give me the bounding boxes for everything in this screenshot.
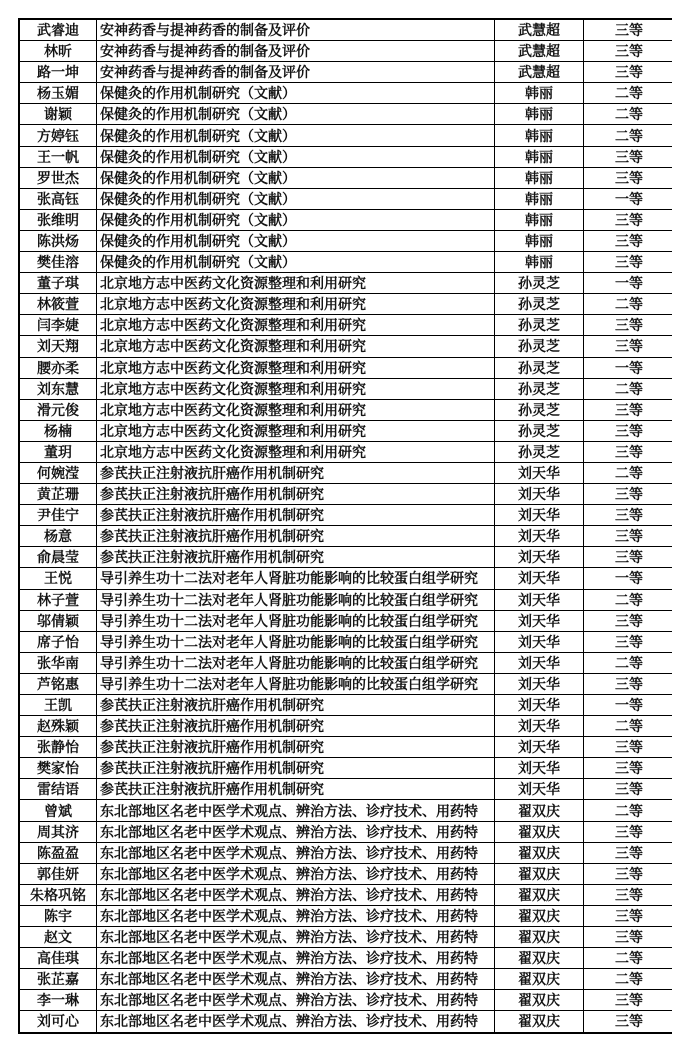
advisor-cell: 刘天华 (495, 505, 583, 525)
advisor-cell: 韩丽 (495, 125, 583, 145)
project-title-cell: 东北部地区名老中医学术观点、辨治方法、诊疗技术、用药特 (97, 948, 494, 968)
advisor-cell: 韩丽 (495, 168, 583, 188)
grade-cell: 二等 (584, 716, 674, 736)
advisor-cell: 翟双庆 (495, 990, 583, 1010)
student-name-cell: 樊佳溶 (20, 252, 96, 272)
advisor-cell: 武慧超 (495, 41, 583, 61)
advisor-cell: 孙灵芝 (495, 442, 583, 462)
project-title-cell: 北京地方志中医药文化资源整理和利用研究 (97, 358, 494, 378)
grade-cell: 三等 (584, 20, 674, 40)
grade-cell: 一等 (584, 273, 674, 293)
advisor-cell: 韩丽 (495, 83, 583, 103)
advisor-cell: 孙灵芝 (495, 273, 583, 293)
grade-cell: 一等 (584, 189, 674, 209)
project-title-cell: 保健灸的作用机制研究（文献） (97, 168, 494, 188)
project-title-cell: 安神药香与提神药香的制备及评价 (97, 62, 494, 82)
grade-cell: 一等 (584, 358, 674, 378)
student-name-cell: 俞晨莹 (20, 547, 96, 567)
project-title-cell: 东北部地区名老中医学术观点、辨治方法、诊疗技术、用药特 (97, 822, 494, 842)
advisor-cell: 刘天华 (495, 590, 583, 610)
project-title-cell: 东北部地区名老中医学术观点、辨治方法、诊疗技术、用药特 (97, 800, 494, 820)
project-title-cell: 东北部地区名老中医学术观点、辨治方法、诊疗技术、用药特 (97, 990, 494, 1010)
advisor-cell: 韩丽 (495, 147, 583, 167)
grade-cell: 三等 (584, 231, 674, 251)
grade-cell: 三等 (584, 62, 674, 82)
grade-cell: 二等 (584, 463, 674, 483)
grade-cell: 二等 (584, 83, 674, 103)
grade-cell: 三等 (584, 168, 674, 188)
student-name-cell: 高佳琪 (20, 948, 96, 968)
advisor-cell: 翟双庆 (495, 822, 583, 842)
grade-cell: 三等 (584, 822, 674, 842)
student-name-cell: 董玥 (20, 442, 96, 462)
grade-cell: 二等 (584, 800, 674, 820)
project-title-cell: 北京地方志中医药文化资源整理和利用研究 (97, 379, 494, 399)
project-title-cell: 东北部地区名老中医学术观点、辨治方法、诊疗技术、用药特 (97, 843, 494, 863)
advisor-cell: 孙灵芝 (495, 379, 583, 399)
project-title-cell: 保健灸的作用机制研究（文献） (97, 125, 494, 145)
project-title-cell: 北京地方志中医药文化资源整理和利用研究 (97, 315, 494, 335)
project-title-cell: 导引养生功十二法对老年人肾脏功能影响的比较蛋白组学研究 (97, 632, 494, 652)
advisor-cell: 韩丽 (495, 104, 583, 124)
advisor-cell: 刘天华 (495, 547, 583, 567)
student-name-cell: 张静怡 (20, 737, 96, 757)
student-name-cell: 林筱萱 (20, 294, 96, 314)
advisor-cell: 韩丽 (495, 252, 583, 272)
advisor-cell: 刘天华 (495, 484, 583, 504)
project-title-cell: 保健灸的作用机制研究（文献） (97, 210, 494, 230)
project-title-cell: 北京地方志中医药文化资源整理和利用研究 (97, 273, 494, 293)
grade-cell: 三等 (584, 547, 674, 567)
grade-cell: 三等 (584, 505, 674, 525)
advisor-cell: 刘天华 (495, 463, 583, 483)
grade-cell: 三等 (584, 315, 674, 335)
student-name-cell: 李一琳 (20, 990, 96, 1010)
awards-table (18, 18, 672, 1034)
project-title-cell: 保健灸的作用机制研究（文献） (97, 104, 494, 124)
project-title-cell: 东北部地区名老中医学术观点、辨治方法、诊疗技术、用药特 (97, 906, 494, 926)
student-name-cell: 林子萱 (20, 590, 96, 610)
advisor-cell: 翟双庆 (495, 906, 583, 926)
student-name-cell: 周其济 (20, 822, 96, 842)
student-name-cell: 刘可心 (20, 1011, 96, 1031)
project-title-cell: 导引养生功十二法对老年人肾脏功能影响的比较蛋白组学研究 (97, 653, 494, 673)
grade-cell: 一等 (584, 695, 674, 715)
student-name-cell: 何婉滢 (20, 463, 96, 483)
project-title-cell: 北京地方志中医药文化资源整理和利用研究 (97, 336, 494, 356)
grade-cell: 三等 (584, 843, 674, 863)
advisor-cell: 刘天华 (495, 568, 583, 588)
grade-cell: 三等 (584, 421, 674, 441)
project-title-cell: 安神药香与提神药香的制备及评价 (97, 20, 494, 40)
grade-cell: 三等 (584, 484, 674, 504)
advisor-cell: 孙灵芝 (495, 400, 583, 420)
grade-cell: 二等 (584, 969, 674, 989)
advisor-cell: 刘天华 (495, 716, 583, 736)
student-name-cell: 杨玉媚 (20, 83, 96, 103)
student-name-cell: 谢颖 (20, 104, 96, 124)
student-name-cell: 尹佳宁 (20, 505, 96, 525)
student-name-cell: 赵殊颖 (20, 716, 96, 736)
student-name-cell: 路一坤 (20, 62, 96, 82)
student-name-cell: 刘天翔 (20, 336, 96, 356)
advisor-cell: 孙灵芝 (495, 336, 583, 356)
grade-cell: 三等 (584, 400, 674, 420)
advisor-cell: 韩丽 (495, 210, 583, 230)
advisor-cell: 翟双庆 (495, 948, 583, 968)
student-name-cell: 王悦 (20, 568, 96, 588)
advisor-cell: 翟双庆 (495, 843, 583, 863)
project-title-cell: 北京地方志中医药文化资源整理和利用研究 (97, 294, 494, 314)
advisor-cell: 韩丽 (495, 231, 583, 251)
student-name-cell: 陈宇 (20, 906, 96, 926)
project-title-cell: 安神药香与提神药香的制备及评价 (97, 41, 494, 61)
grade-cell: 三等 (584, 252, 674, 272)
project-title-cell: 参芪扶正注射液抗肝癌作用机制研究 (97, 484, 494, 504)
project-title-cell: 东北部地区名老中医学术观点、辨治方法、诊疗技术、用药特 (97, 885, 494, 905)
advisor-cell: 翟双庆 (495, 864, 583, 884)
grade-cell: 二等 (584, 653, 674, 673)
advisor-cell: 刘天华 (495, 758, 583, 778)
advisor-cell: 孙灵芝 (495, 294, 583, 314)
grade-cell: 二等 (584, 590, 674, 610)
student-name-cell: 刘东慧 (20, 379, 96, 399)
grade-cell: 三等 (584, 927, 674, 947)
project-title-cell: 参芪扶正注射液抗肝癌作用机制研究 (97, 547, 494, 567)
grade-cell: 三等 (584, 210, 674, 230)
project-title-cell: 参芪扶正注射液抗肝癌作用机制研究 (97, 505, 494, 525)
student-name-cell: 张芷嘉 (20, 969, 96, 989)
project-title-cell: 参芪扶正注射液抗肝癌作用机制研究 (97, 716, 494, 736)
project-title-cell: 北京地方志中医药文化资源整理和利用研究 (97, 442, 494, 462)
student-name-cell: 滑元俊 (20, 400, 96, 420)
advisor-cell: 翟双庆 (495, 885, 583, 905)
student-name-cell: 董子琪 (20, 273, 96, 293)
grade-cell: 一等 (584, 568, 674, 588)
advisor-cell: 翟双庆 (495, 969, 583, 989)
project-title-cell: 保健灸的作用机制研究（文献） (97, 189, 494, 209)
advisor-cell: 刘天华 (495, 632, 583, 652)
student-name-cell: 黄芷珊 (20, 484, 96, 504)
grade-cell: 三等 (584, 147, 674, 167)
project-title-cell: 东北部地区名老中医学术观点、辨治方法、诊疗技术、用药特 (97, 864, 494, 884)
project-title-cell: 参芪扶正注射液抗肝癌作用机制研究 (97, 737, 494, 757)
project-title-cell: 导引养生功十二法对老年人肾脏功能影响的比较蛋白组学研究 (97, 568, 494, 588)
student-name-cell: 王一帆 (20, 147, 96, 167)
student-name-cell: 郭佳妍 (20, 864, 96, 884)
advisor-cell: 刘天华 (495, 526, 583, 546)
student-name-cell: 陈盈盈 (20, 843, 96, 863)
grade-cell: 三等 (584, 758, 674, 778)
advisor-cell: 刘天华 (495, 674, 583, 694)
student-name-cell: 席子怡 (20, 632, 96, 652)
student-name-cell: 曾斌 (20, 800, 96, 820)
advisor-cell: 韩丽 (495, 189, 583, 209)
project-title-cell: 导引养生功十二法对老年人肾脏功能影响的比较蛋白组学研究 (97, 611, 494, 631)
grade-cell: 三等 (584, 336, 674, 356)
grade-cell: 三等 (584, 885, 674, 905)
grade-cell: 二等 (584, 104, 674, 124)
student-name-cell: 樊家怡 (20, 758, 96, 778)
advisor-cell: 刘天华 (495, 779, 583, 799)
project-title-cell: 导引养生功十二法对老年人肾脏功能影响的比较蛋白组学研究 (97, 674, 494, 694)
grade-cell: 三等 (584, 779, 674, 799)
grade-cell: 三等 (584, 442, 674, 462)
project-title-cell: 参芪扶正注射液抗肝癌作用机制研究 (97, 463, 494, 483)
grade-cell: 三等 (584, 526, 674, 546)
grade-cell: 二等 (584, 125, 674, 145)
student-name-cell: 陈洪炀 (20, 231, 96, 251)
project-title-cell: 东北部地区名老中医学术观点、辨治方法、诊疗技术、用药特 (97, 969, 494, 989)
project-title-cell: 北京地方志中医药文化资源整理和利用研究 (97, 421, 494, 441)
student-name-cell: 腰亦柔 (20, 358, 96, 378)
advisor-cell: 刘天华 (495, 653, 583, 673)
student-name-cell: 张维明 (20, 210, 96, 230)
project-title-cell: 北京地方志中医药文化资源整理和利用研究 (97, 400, 494, 420)
project-title-cell: 东北部地区名老中医学术观点、辨治方法、诊疗技术、用药特 (97, 927, 494, 947)
project-title-cell: 参芪扶正注射液抗肝癌作用机制研究 (97, 695, 494, 715)
student-name-cell: 张华南 (20, 653, 96, 673)
advisor-cell: 孙灵芝 (495, 421, 583, 441)
student-name-cell: 赵文 (20, 927, 96, 947)
student-name-cell: 闫李婕 (20, 315, 96, 335)
student-name-cell: 杨意 (20, 526, 96, 546)
grade-cell: 三等 (584, 906, 674, 926)
advisor-cell: 刘天华 (495, 695, 583, 715)
grade-cell: 二等 (584, 379, 674, 399)
advisor-cell: 翟双庆 (495, 1011, 583, 1031)
project-title-cell: 保健灸的作用机制研究（文献） (97, 252, 494, 272)
student-name-cell: 张高钰 (20, 189, 96, 209)
project-title-cell: 导引养生功十二法对老年人肾脏功能影响的比较蛋白组学研究 (97, 590, 494, 610)
advisor-cell: 翟双庆 (495, 800, 583, 820)
project-title-cell: 保健灸的作用机制研究（文献） (97, 147, 494, 167)
student-name-cell: 方婷钰 (20, 125, 96, 145)
grade-cell: 三等 (584, 864, 674, 884)
student-name-cell: 邬倩颖 (20, 611, 96, 631)
student-name-cell: 武睿迪 (20, 20, 96, 40)
project-title-cell: 参芪扶正注射液抗肝癌作用机制研究 (97, 526, 494, 546)
grade-cell: 三等 (584, 737, 674, 757)
advisor-cell: 武慧超 (495, 62, 583, 82)
project-title-cell: 参芪扶正注射液抗肝癌作用机制研究 (97, 779, 494, 799)
student-name-cell: 林昕 (20, 41, 96, 61)
project-title-cell: 参芪扶正注射液抗肝癌作用机制研究 (97, 758, 494, 778)
grade-cell: 三等 (584, 990, 674, 1010)
grade-cell: 三等 (584, 674, 674, 694)
student-name-cell: 雷结语 (20, 779, 96, 799)
advisor-cell: 武慧超 (495, 20, 583, 40)
grade-cell: 三等 (584, 632, 674, 652)
project-title-cell: 东北部地区名老中医学术观点、辨治方法、诊疗技术、用药特 (97, 1011, 494, 1031)
grade-cell: 三等 (584, 611, 674, 631)
advisor-cell: 刘天华 (495, 737, 583, 757)
grade-cell: 三等 (584, 1011, 674, 1031)
advisor-cell: 孙灵芝 (495, 315, 583, 335)
advisor-cell: 孙灵芝 (495, 358, 583, 378)
student-name-cell: 杨楠 (20, 421, 96, 441)
grade-cell: 二等 (584, 948, 674, 968)
grade-cell: 二等 (584, 294, 674, 314)
advisor-cell: 翟双庆 (495, 927, 583, 947)
student-name-cell: 朱格巩铭 (20, 885, 96, 905)
advisor-cell: 刘天华 (495, 611, 583, 631)
student-name-cell: 王凯 (20, 695, 96, 715)
student-name-cell: 罗世杰 (20, 168, 96, 188)
project-title-cell: 保健灸的作用机制研究（文献） (97, 231, 494, 251)
grade-cell: 三等 (584, 41, 674, 61)
student-name-cell: 芦铭惠 (20, 674, 96, 694)
project-title-cell: 保健灸的作用机制研究（文献） (97, 83, 494, 103)
